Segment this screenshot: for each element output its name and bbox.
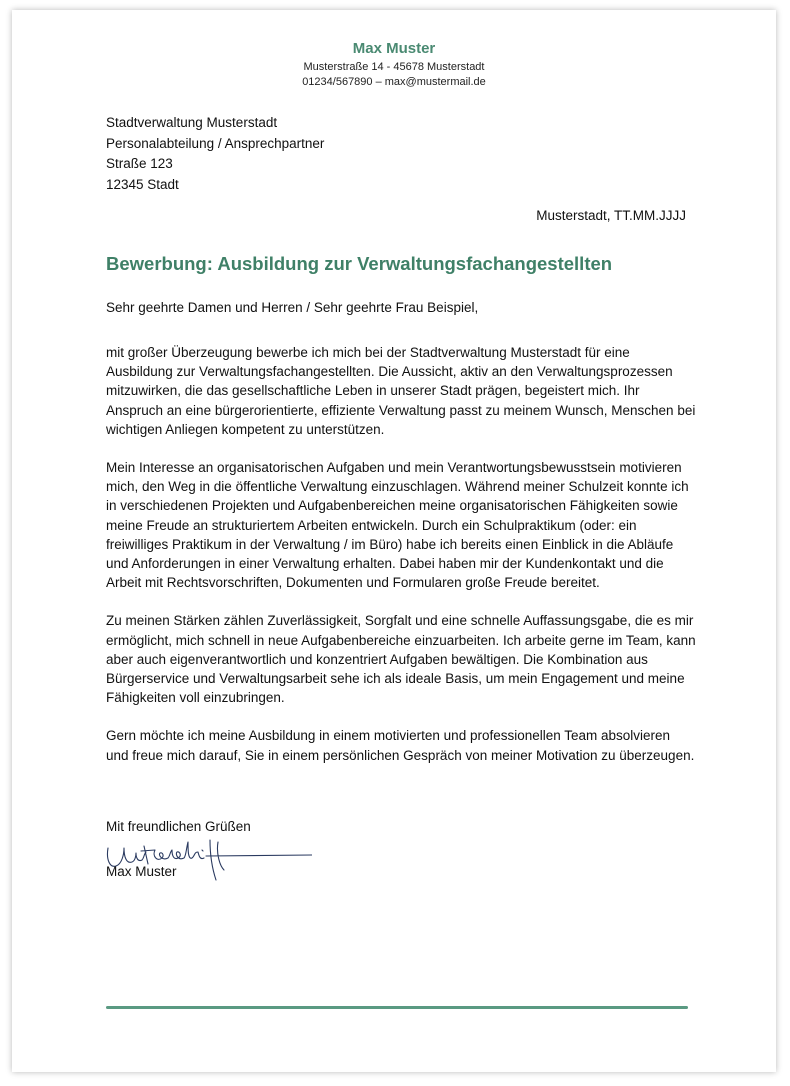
- salutation: Sehr geehrte Damen und Herren / Sehr geehrte Frau Beispiel,: [106, 300, 479, 315]
- recipient-line: Personalabteilung / Ansprechpartner: [106, 135, 325, 151]
- recipient-address: [106, 113, 324, 195]
- body-paragraph: mit großer Überzeugung bewerbe ich mich bei der Stadtverwaltung Musterstadt für eine Ausbildung zur Verwaltungsfachangestellten. Die Aussicht, aktiv an den Verwaltungsprozessen mitzuwirken, die das gesellschaftliche Leben in unserer Stadt prägen, begeistert mich. Ihr Anspruch an eine bürgerorientierte, effiziente Verwaltung passt zu meinem Wunsch, Menschen bei wichtigen Anliegen kompetent zu unterstützen.: [106, 345, 696, 437]
- sender-contact: 01234/567890 – max@mustermail.de: [302, 76, 486, 88]
- letter-date: Musterstadt, TT.MM.JJJJ: [536, 208, 686, 223]
- recipient-line: Straße 123: [106, 156, 173, 171]
- letter-page: [12, 10, 776, 1072]
- sender-address: Musterstraße 14 - 45678 Musterstadt: [303, 61, 485, 73]
- letter-subject: Bewerbung: Ausbildung zur Verwaltungsfachangestellten: [106, 253, 613, 274]
- signer-name: Max Muster: [106, 864, 177, 879]
- closing-phrase: Mit freundlichen Grüßen: [106, 819, 251, 834]
- body-paragraph: Gern möchte ich meine Ausbildung in einem motivierten und professionellen Team absolvieren und freue mich darauf, Sie in einem persönlichen Gespräch von meiner Motivation zu überzeugen.: [106, 728, 695, 763]
- body-paragraph: Mein Interesse an organisatorischen Aufgaben und mein Verantwortungsbewusstsein motivieren mich, den Weg in die öffentliche Verwaltung einzuschlagen. Während meiner Schulzeit konnte ich in verschiedenen Projekten und Aufgabenbereichen meine organisatorischen Fähigkeiten sowie meine Freude an strukturiertem Arbeiten entwickeln. Durch ein Schulpraktikum (oder: ein freiwilliges Praktikum in der Verwaltung / im Büro) habe ich bereits einen Einblick in die Abläufe und Anforderungen in einer Verwaltung erhalten. Dabei haben mir der Kundenkontakt und die Arbeit mit Rechtsvorschriften, Dokumenten und Formularen große Freude bereitet.: [106, 460, 689, 591]
- footer-divider: [106, 1006, 688, 1009]
- body-paragraph: Zu meinen Stärken zählen Zuverlässigkeit, Sorgfalt und eine schnelle Auffassungsgabe, die es mir ermöglicht, mich schnell in neue Aufgabenbereiche einzuarbeiten. Ich arbeite gerne im Team, kann aber auch eigenverantwortlich und konzentriert Aufgaben bewältigen. Die Kombination aus Bürgerservice und Verwaltungsarbeit sehe ich als ideale Basis, um mein Engagement und meine Fähigkeiten voll einzubringen.: [106, 613, 696, 706]
- recipient-line: 12345 Stadt: [106, 176, 179, 192]
- recipient-line: Stadtverwaltung Musterstadt: [106, 115, 278, 130]
- letter-body: [106, 343, 696, 784]
- sender-name: Max Muster: [352, 40, 436, 57]
